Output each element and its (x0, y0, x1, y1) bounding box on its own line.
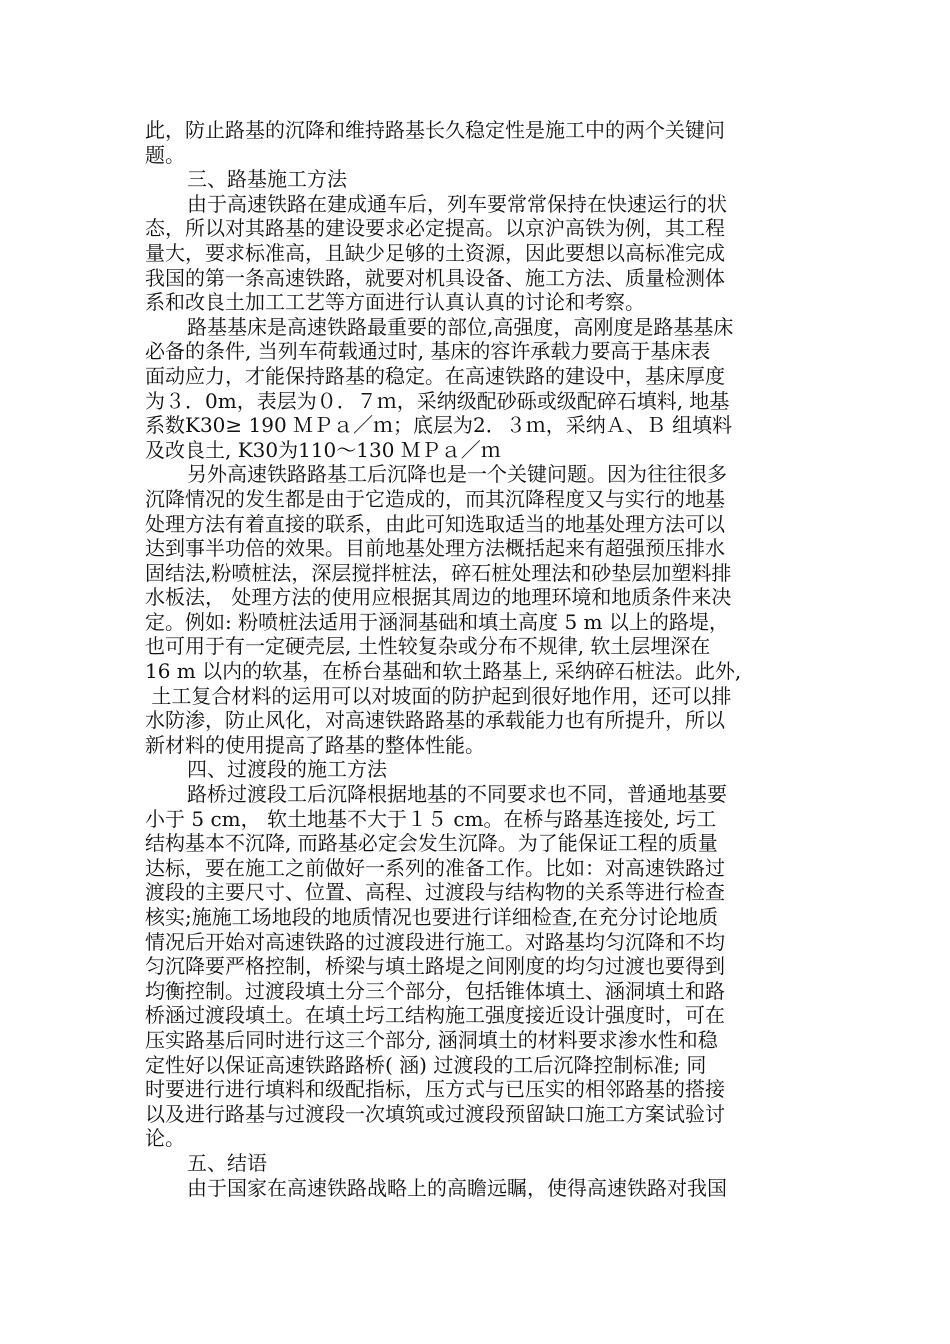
text-line: 题。 (145, 142, 185, 167)
text-line: 四、过渡段的施工方法 (187, 757, 387, 782)
text-line: 论。 (145, 1126, 185, 1151)
text-line: 必备的条件, 当列车荷载通过时, 基床的容许承载力要高于基床表 (145, 339, 711, 364)
text-line: 态，所以对其路基的建设要求必定提高。以京沪高铁为例，其工程 (145, 216, 725, 241)
text-line: 系数K30≥ 190 ＭＰａ／ｍ；底层为2．３ｍ，采纳Ａ、Ｂ 组填料 (145, 413, 733, 438)
text-line: 压实路基后同时进行这三个部分, 涵洞填土的材料要求渗水性和稳 (145, 1027, 718, 1052)
text-line: 情况后开始对高速铁路的过渡段进行施工。对路基均匀沉降和不均 (145, 929, 725, 954)
text-line: 16 m 以内的软基，在桥台基础和软土路基上, 采纳碎石桩法。此外, (145, 659, 742, 684)
text-line: 面动应力，才能保持路基的稳定。在高速铁路的建设中，基床厚度 (145, 363, 725, 388)
text-line: 五、结语 (187, 1150, 267, 1175)
text-line: 水板法， 处理方法的使用应根据其周边的地理环境和地质条件来决 (145, 585, 732, 610)
text-line: 土工复合材料的运用可以对坡面的防护起到很好地作用，还可以排 (145, 683, 732, 708)
text-line: 也可用于有一定硬壳层, 土性较复杂或分布不规律, 软土层埋深在 (145, 634, 711, 659)
text-line: 桥涵过渡段填土。在填土圬工结构施工强度接近设计强度时，可在 (145, 1003, 725, 1028)
text-line: 以及进行路基与过渡段一次填筑或过渡段预留缺口施工方案试验讨 (145, 1101, 725, 1126)
text-line: 新材料的使用提高了路基的整体性能。 (145, 732, 485, 757)
text-line: 处理方法有着直接的联系，由此可知选取适当的地基处理方法可以 (145, 511, 725, 536)
text-line: 由于高速铁路在建成通车后，列车要常常保持在快速运行的状 (187, 191, 727, 216)
text-line: 匀沉降要严格控制，桥梁与填土路堤之间刚度的均匀过渡也要得到 (145, 954, 725, 979)
text-line: 由于国家在高速铁路战略上的高瞻远瞩，使得高速铁路对我国 (187, 1175, 727, 1200)
text-line: 三、路基施工方法 (187, 167, 347, 192)
text-line: 达到事半功倍的效果。目前地基处理方法概括起来有超强预压排水 (145, 536, 725, 561)
text-line: 量大，要求标准高，且缺少足够的土资源，因此要想以高标准完成 (145, 240, 725, 265)
text-line: 小于 5 cm， 软土地基不大于１５ cm。在桥与路基连接处, 圬工 (145, 806, 717, 831)
text-line: 沉降情况的发生都是由于它造成的，而其沉降程度又与实行的地基 (145, 486, 725, 511)
text-line: 定性好以保证高速铁路路桥( 涵) 过渡段的工后沉降控制标准; 同 (145, 1052, 707, 1077)
text-line: 此，防止路基的沉降和维持路基长久稳定性是施工中的两个关键问 (145, 118, 725, 142)
text-line: 及改良土, K30为110～130 ＭＰａ／ｍ (145, 437, 501, 462)
text-line: 结构基本不沉降, 而路基必定会发生沉降。为了能保证工程的质量 (145, 831, 718, 856)
text-line: 时要进行进行填料和级配指标，压方式与已压实的相邻路基的搭接 (145, 1077, 725, 1102)
text-line: 定。例如: 粉喷桩法适用于涵洞基础和填土高度 5 m 以上的路堤， (145, 609, 729, 634)
text-line: 系和改良土加工工艺等方面进行认真认真的讨论和考察。 (145, 290, 645, 315)
document-body (145, 118, 805, 1200)
text-line: 固结法,粉喷桩法，深层搅拌桩法，碎石桩处理法和砂垫层加塑料排 (145, 560, 732, 585)
text-line: 为３．0m，表层为０．７ｍ，采纳级配砂砾或级配碎石填料, 地基 (145, 388, 730, 413)
text-line: 核实;施施工场地段的地质情况也要进行详细检查,在充分讨论地质 (145, 905, 719, 929)
text-line: 达标，要在施工之前做好一系列的准备工作。比如：对高速铁路过 (145, 855, 725, 880)
text-line: 路基基床是高速铁路最重要的部位,高强度，高刚度是路基基床 (187, 314, 734, 339)
text-line: 我国的第一条高速铁路，就要对机具设备、施工方法、质量检测体 (145, 265, 725, 290)
text-line: 路桥过渡段工后沉降根据地基的不同要求也不同，普通地基要 (187, 782, 727, 807)
text-line: 渡段的主要尺寸、位置、高程、过渡段与结构物的关系等进行检查 (145, 880, 725, 905)
text-line: 另外高速铁路路基工后沉降也是一个关键问题。因为往往很多 (187, 462, 727, 487)
text-line: 均衡控制。过渡段填土分三个部分，包括锥体填土、涵洞填土和路 (145, 978, 725, 1003)
text-line: 水防渗，防止风化，对高速铁路路基的承载能力也有所提升，所以 (145, 708, 725, 733)
